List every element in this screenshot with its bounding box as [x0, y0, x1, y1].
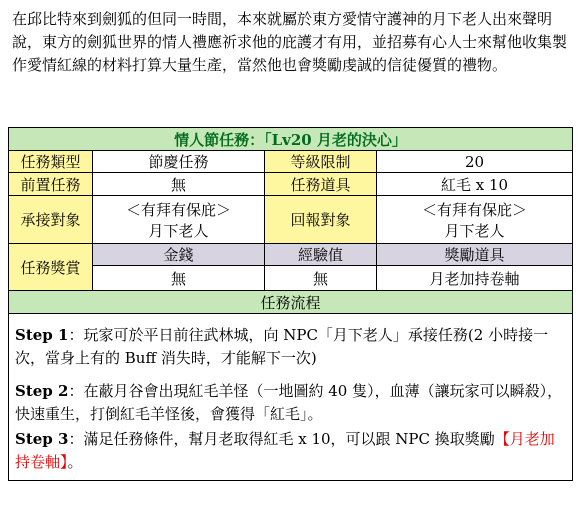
- step-2-label: Step 2: [15, 382, 69, 400]
- return-target-title: ＜有拜有保庇＞: [421, 200, 527, 219]
- type-value: 節慶任務: [93, 151, 265, 173]
- return-target: [377, 196, 573, 244]
- level-value: 20: [377, 151, 573, 173]
- accept-label: 承接對象: [9, 196, 93, 244]
- step-3-reward-highlight: 【月老加持卷軸】: [15, 430, 555, 471]
- accept-target: [93, 196, 265, 244]
- reward-item-value: 月老加持卷軸: [377, 266, 573, 291]
- reward-exp-header: 經驗值: [265, 244, 377, 266]
- step-3-text: ：滿足任務條件，幫月老取得紅毛 x 10，可以跟 NPC 換取獎勵: [68, 430, 495, 448]
- step-3-label: Step 3: [15, 430, 69, 448]
- step-2-text: ：在蔽月谷會出現紅毛羊怪（一地圖約 40 隻），血薄（讓玩家可以瞬殺），快速重生，打倒紅毛羊怪後，會獲得「紅毛」。: [15, 382, 563, 423]
- step-1-label: Step 1: [15, 326, 69, 344]
- step-2: [15, 380, 566, 426]
- step-3: [15, 428, 566, 474]
- return-label: 回報對象: [265, 196, 377, 244]
- step-1: [15, 324, 566, 370]
- prereq-value: 無: [93, 173, 265, 196]
- quest-title: 情人節任務：「Lv20 月老的決心」: [9, 128, 573, 151]
- level-label: 等級限制: [265, 151, 377, 173]
- item-value: 紅毛 x 10: [377, 173, 573, 196]
- reward-money-value: 無: [93, 266, 265, 291]
- type-label: 任務類型: [9, 151, 93, 173]
- step-3-tail: 。: [67, 453, 83, 471]
- intro-paragraph: 在邱比特來到劍狐的但同一時間，本來就屬於東方愛情守護神的月下老人出來聲明說，東方的劍狐世界的情人禮應祈求他的庇護才有用，並招募有心人士來幫他收集製作愛情紅線的材料打算大量生產，當然他也會獎勵虔誠的信徒優質的禮物。: [12, 10, 568, 74]
- step-1-text: ：玩家可於平日前往武林城，向 NPC「月下老人」承接任務(2 小時接一次，當身上有的 Buff 消失時，才能解下一次): [15, 326, 549, 367]
- accept-target-name: 月下老人: [148, 221, 209, 240]
- item-label: 任務道具: [265, 173, 377, 196]
- quest-table: [8, 127, 573, 481]
- flow-header: 任務流程: [9, 291, 573, 314]
- prereq-label: 前置任務: [9, 173, 93, 196]
- return-target-name: 月下老人: [444, 221, 505, 240]
- reward-money-header: 金錢: [93, 244, 265, 266]
- reward-label: 任務獎賞: [9, 244, 93, 291]
- flow-steps: [9, 314, 573, 481]
- reward-exp-value: 無: [265, 266, 377, 291]
- reward-item-header: 獎勵道具: [377, 244, 573, 266]
- accept-target-title: ＜有拜有保庇＞: [125, 200, 231, 219]
